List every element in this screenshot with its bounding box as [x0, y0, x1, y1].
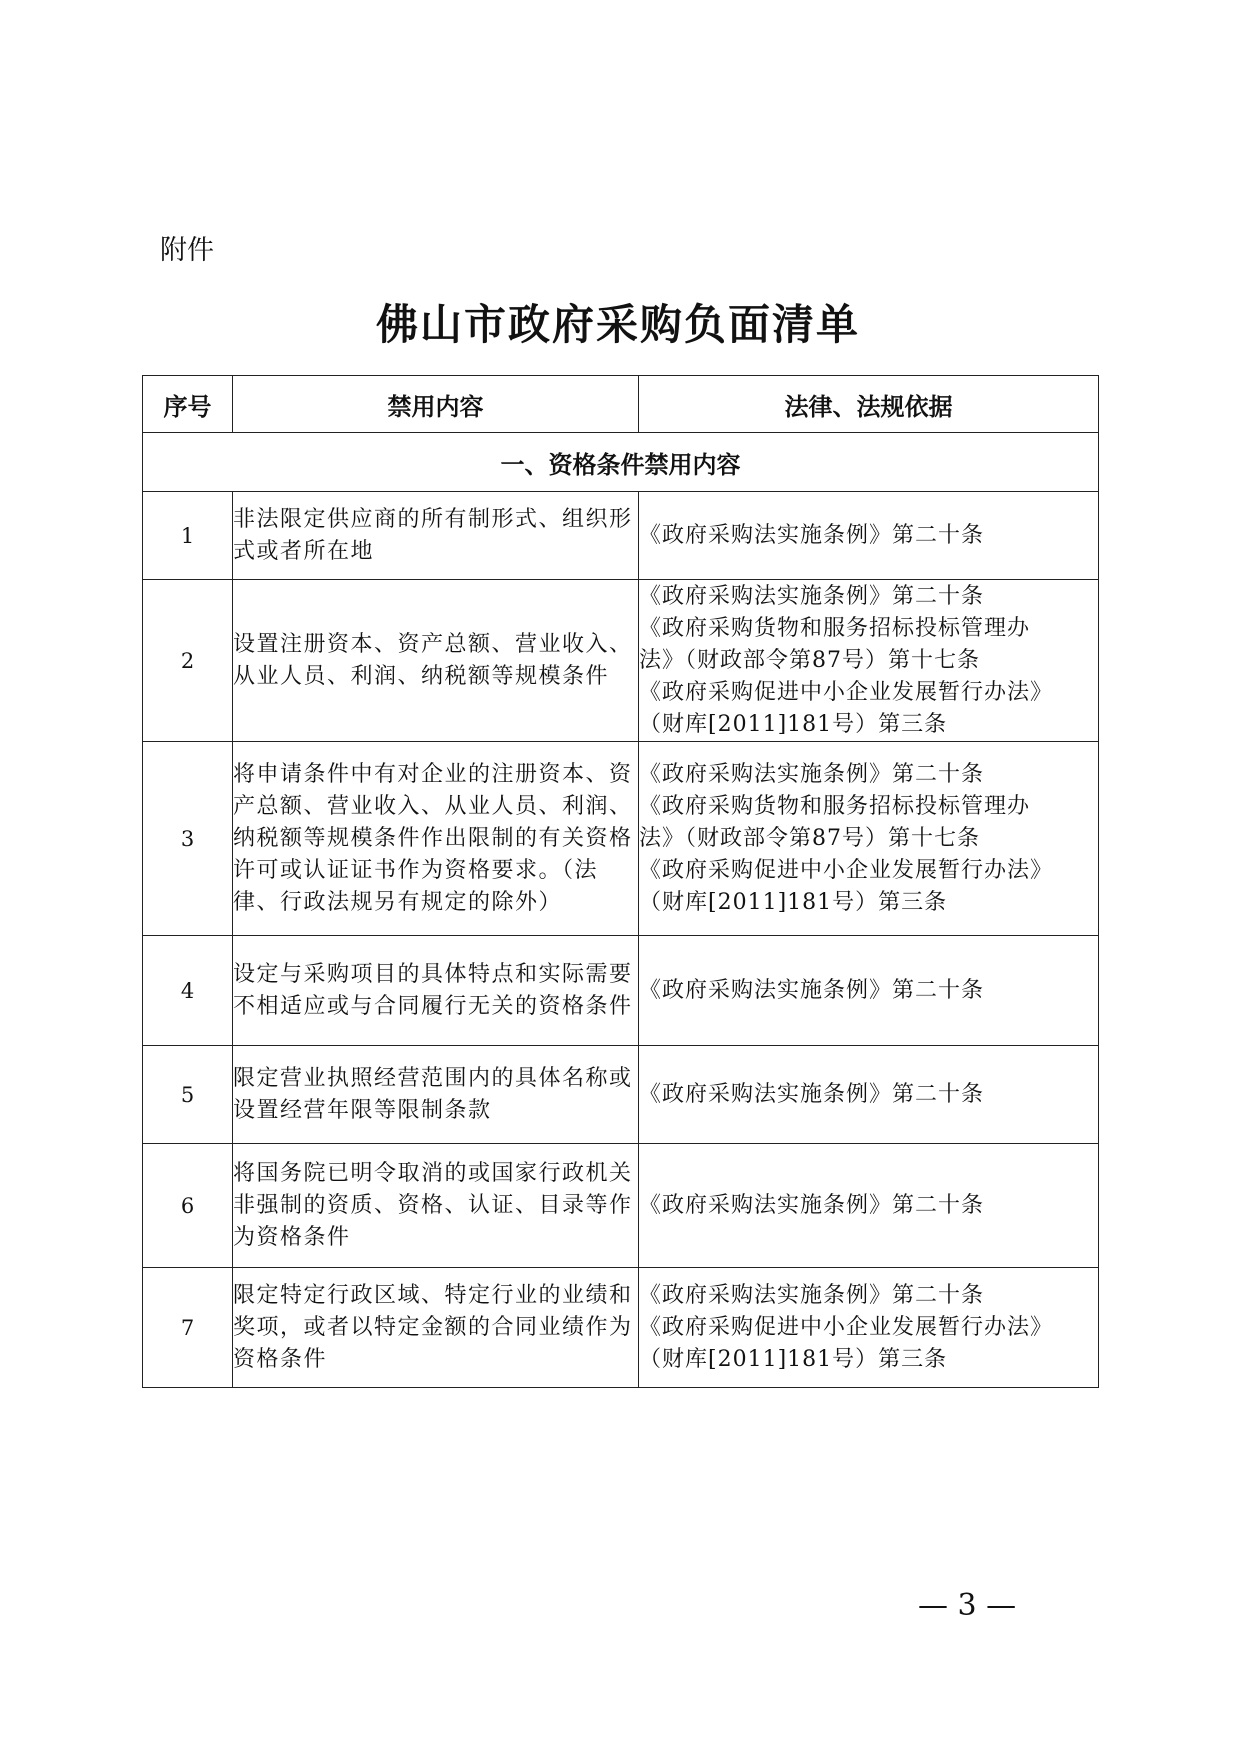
legal-basis-line: 《政府采购法实施条例》第二十条 — [639, 977, 985, 1003]
table-row — [143, 1046, 1099, 1144]
table-row — [143, 1268, 1099, 1388]
section-title: 一、资格条件禁用内容 — [143, 433, 1099, 492]
legal-basis-line: 《政府采购法实施条例》第二十条 — [639, 1282, 985, 1308]
table-row — [143, 742, 1099, 936]
legal-basis-line: 《政府采购促进中小企业发展暂行办法》 — [639, 857, 1054, 883]
table-row — [143, 936, 1099, 1046]
legal-basis-line: 《政府采购法实施条例》第二十条 — [639, 522, 985, 548]
page-title: 佛山市政府采购负面清单 — [375, 300, 860, 349]
row-content: 设定与采购项目的具体特点和实际需要不相适应或与合同履行无关的资格条件 — [233, 936, 639, 1046]
row-number: 5 — [143, 1046, 233, 1144]
negative-list-table — [142, 375, 1099, 1388]
header-number: 序号 — [143, 376, 233, 433]
legal-basis-line: （财库[2011]181号）第三条 — [639, 1346, 948, 1372]
row-number: 7 — [143, 1268, 233, 1388]
legal-basis-line: 《政府采购法实施条例》第二十条 — [639, 761, 985, 787]
row-content: 将国务院已明令取消的或国家行政机关非强制的资质、资格、认证、目录等作为资格条件 — [233, 1144, 639, 1268]
legal-basis-line: 《政府采购法实施条例》第二十条 — [639, 1081, 985, 1107]
row-content: 非法限定供应商的所有制形式、组织形式或者所在地 — [233, 492, 639, 580]
row-content: 限定特定行政区域、特定行业的业绩和奖项，或者以特定金额的合同业绩作为资格条件 — [233, 1268, 639, 1388]
header-basis: 法律、法规依据 — [639, 376, 1099, 433]
row-number: 2 — [143, 580, 233, 742]
legal-basis-line: 《政府采购法实施条例》第二十条 — [639, 583, 985, 609]
row-legal-basis — [639, 1144, 1099, 1268]
legal-basis-line: （财库[2011]181号）第三条 — [639, 889, 948, 915]
row-number: 6 — [143, 1144, 233, 1268]
legal-basis-line: 《政府采购促进中小企业发展暂行办法》 — [639, 679, 1054, 705]
table-row — [143, 1144, 1099, 1268]
row-number: 3 — [143, 742, 233, 936]
section-row — [143, 433, 1099, 492]
row-legal-basis — [639, 580, 1099, 742]
row-content: 限定营业执照经营范围内的具体名称或设置经营年限等限制条款 — [233, 1046, 639, 1144]
legal-basis-line: 法》（财政部令第87号）第十七条 — [639, 647, 980, 673]
row-legal-basis — [639, 1046, 1099, 1144]
table-row — [143, 580, 1099, 742]
row-legal-basis — [639, 492, 1099, 580]
table-header-row — [143, 376, 1099, 433]
row-legal-basis — [639, 936, 1099, 1046]
row-content: 将申请条件中有对企业的注册资本、资产总额、营业收入、从业人员、利润、纳税额等规模条件作出限制的有关资格许可或认证证书作为资格要求。（法律、行政法规另有规定的除外） — [233, 742, 639, 936]
legal-basis-line: 法》（财政部令第87号）第十七条 — [639, 825, 980, 851]
row-content: 设置注册资本、资产总额、营业收入、从业人员、利润、纳税额等规模条件 — [233, 580, 639, 742]
legal-basis-line: 《政府采购法实施条例》第二十条 — [639, 1192, 985, 1218]
attachment-label: 附件 — [160, 235, 214, 266]
legal-basis-line: 《政府采购货物和服务招标投标管理办 — [639, 615, 1031, 641]
table-row — [143, 492, 1099, 580]
row-legal-basis — [639, 742, 1099, 936]
row-legal-basis — [639, 1268, 1099, 1388]
row-number: 4 — [143, 936, 233, 1046]
legal-basis-line: （财库[2011]181号）第三条 — [639, 711, 948, 737]
row-number: 1 — [143, 492, 233, 580]
page-number: — 3 — — [918, 1588, 1017, 1623]
header-content: 禁用内容 — [233, 376, 639, 433]
legal-basis-line: 《政府采购货物和服务招标投标管理办 — [639, 793, 1031, 819]
legal-basis-line: 《政府采购促进中小企业发展暂行办法》 — [639, 1314, 1054, 1340]
